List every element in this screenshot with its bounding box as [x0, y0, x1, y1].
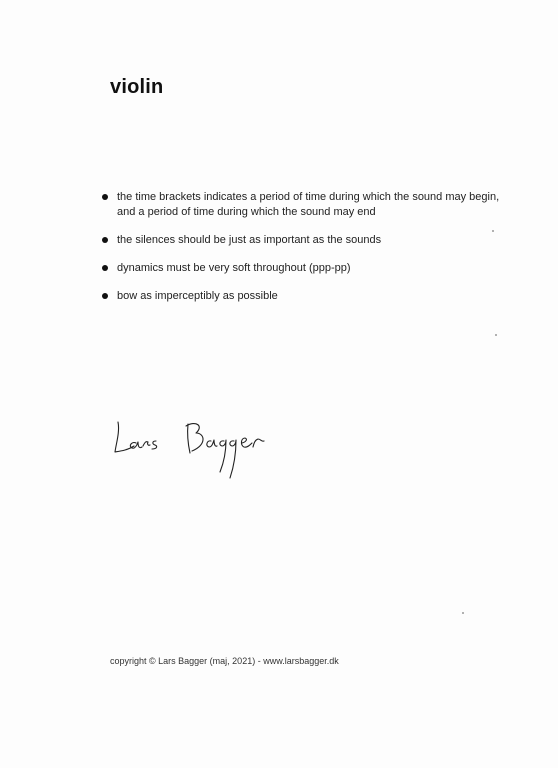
- paper-speck: [492, 230, 494, 232]
- list-item: [102, 233, 502, 248]
- bullet-icon: [102, 194, 108, 200]
- note-text: bow as imperceptibly as possible: [117, 290, 278, 302]
- performance-notes-list: [102, 190, 502, 317]
- bullet-icon: [102, 293, 108, 299]
- note-text: the time brackets indicates a period of time during which the sound may begin, and a period of time during which the sound may end: [117, 191, 500, 218]
- bullet-icon: [102, 265, 108, 271]
- list-item: [102, 261, 502, 276]
- note-text: dynamics must be very soft throughout (ppp-pp): [117, 262, 351, 274]
- paper-speck: [462, 612, 464, 614]
- copyright-footer: copyright © Lars Bagger (maj, 2021) - www.larsbagger.dk: [110, 656, 339, 666]
- list-item: [102, 190, 502, 220]
- page-title: violin: [110, 76, 164, 98]
- bullet-icon: [102, 237, 108, 243]
- handwritten-signature: [112, 412, 277, 487]
- list-item: [102, 289, 502, 304]
- note-text: the silences should be just as important as the sounds: [117, 234, 382, 246]
- paper-speck: [495, 334, 497, 336]
